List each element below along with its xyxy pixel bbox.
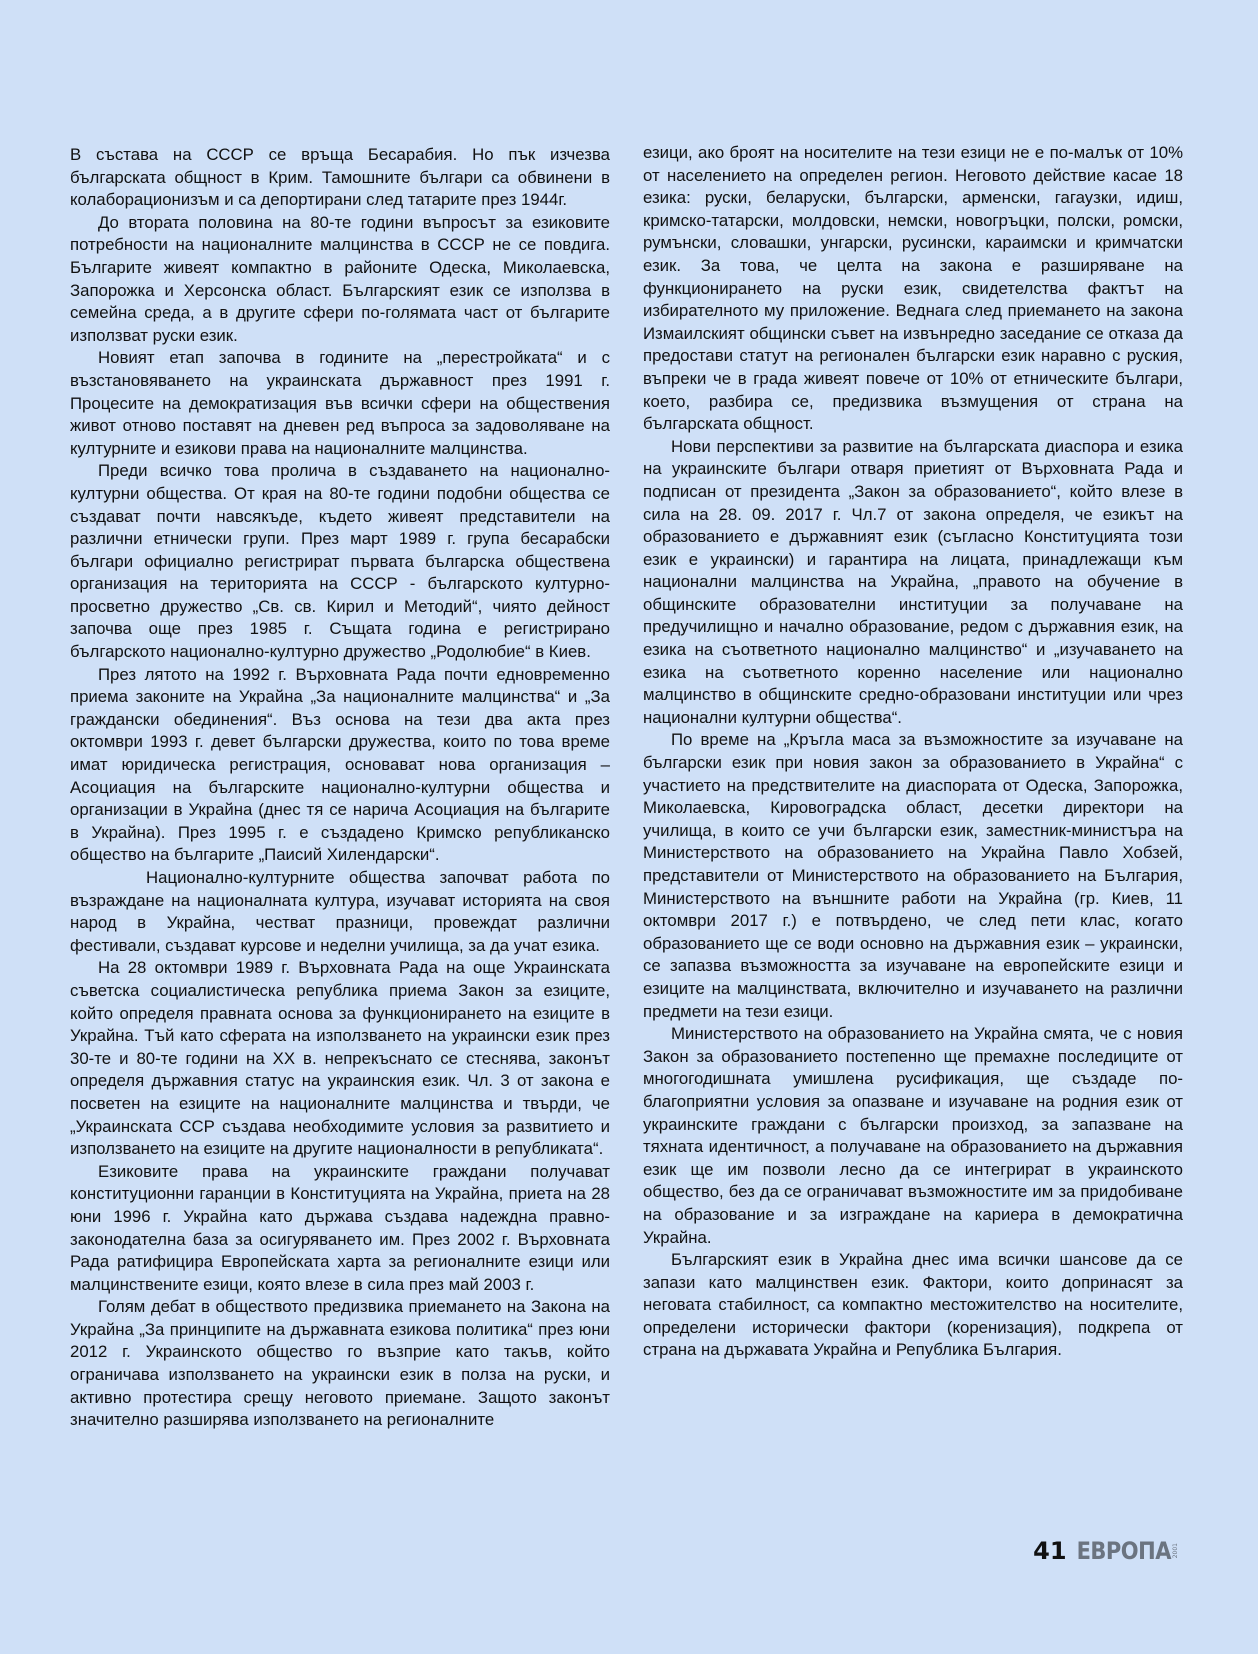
paragraph: Езиковите права на украинските граждани получават конституционни гаранции в Конституцията на Украйна, приета на 28 юни 1996 г. Украйна като държава създава надеждна правно-законодателна база за осигуряването им. През 2002 г. Върховната Рада ратифицира Европейската харта за регионалните езици или малцинствените езици, която влезе в сила през май 2003 г.	[70, 1161, 610, 1294]
paragraph: По време на „Кръгла маса за възможностите за изучаване на български език при новия закон за образованието в Украйна“ с участието на предствителите на диаспората от Одеска, Запорожка, Миколаевска, Кировоградска област, десетки директори на училища, в които се учи български език, заместник-министъра на Министерството на образованието на Украйна Павло Хобзей, представители от Министерството на образованието на България, Министерството на външните работи на Украйна (гр. Киев, 11 октомври 2017 г.) е потвърдено, че след пети клас, когато образованието ще се води основно на държавния език – украински, се запазва възможността за изучаване на европейските езици и езиците на малцинствата, включително и изучаването на различни предмети на тези езици.	[643, 730, 1183, 1021]
magazine-year: 2001	[1172, 1543, 1179, 1559]
paragraph: Преди всичко това пролича в създаването на национално-културни общества. От края на 80-те години подобни общества се създават почти навсякъде, където живеят представители на различни етнически групи. През март 1989 г. група бесарабски българи официално регистрират първата българска обществена организация на територията на СССР - българското културно-просветно дружество „Св. св. Кирил и Методий“, чиято дейност започва още през 1985 г. Същата година е регистрирано българското национално-културно дружество „Родолюбие“ в Киев.	[70, 461, 610, 662]
paragraph: Министерството на образованието на Украйна смята, че с новия Закон за образованието постепенно ще премахне последиците от многогодишната умишлена русификация, ще създаде по-благоприятни условия за опазване и изучаване на родния език от украинските граждани с български произход, за запазване на тяхната идентичност, а получаване на образованието на държавния език ще им позволи лесно да се интегрират в украинското общество, без да се ограничават възможностите им за придобиване на образование и за изграждане на кариера в демократична Украйна.	[643, 1024, 1183, 1247]
magazine-logo	[1077, 1539, 1179, 1563]
paragraph: До втората половина на 80-те години въпросът за езиковите потребности на националните малцинства в СССР не се повдига. Българите живеят компактно в районите Одеска, Миколаевска, Запорожка и Херсонска област. Българският език се използва в семейна среда, а в другите сфери по-голямата част от българите използват руски език.	[70, 212, 610, 345]
left-column	[70, 144, 610, 1432]
paragraph: В състава на СССР се връща Бесарабия. Но пък изчезва българската общност в Крим. Тамошните българи са обвинени в колаборационизъм и са депортирани след татарите през 1944г.	[70, 145, 610, 210]
paragraph: Новият етап започва в годините на „перестройката“ и с възстановяването на украинската държавност през 1991 г. Процесите на демократизация във всички сфери на обществения живот отново поставят на дневен ред въпроса за задоволяване на културните и езикови права на националните малцинства.	[70, 348, 610, 458]
paragraph: езици, ако броят на носителите на тези езици не е по-малък от 10% от населението на определен регион. Неговото действие касае 18 езика: руски, беларуски, български, арменски, гагаузки, идиш, кримско-татарски, молдовски, немски, новогръцки, полски, ромски, румънски, словашки, унгарски, русински, караимски и кримчатски език. За това, че целта на закона е разширяване на функционирането на руски език, свидетелства фактът на избирателното му приложение. Веднага след приемането на закона Измаилският общински съвет на извънредно заседание се отказа да предостави статут на регионален български език наравно с руския, въпреки че в града живеят повече от 10% от етническите българи, което, разбира се, предизвика възмущения от страна на българската общност.	[643, 143, 1183, 434]
paragraph: През лятото на 1992 г. Върховната Рада почти едновременно приема законите на Украйна „За националните малцинства“ и „За граждански обединения“. Въз основа на тези два акта през октомври 1993 г. девет български дружества, които по това време имат юридическа регистрация, основават нова организация – Асоциация на българските национално-културни общества и организации в Украйна (днес тя се нарича Асоциация на българите в Украйна). През 1995 г. е създадено Кримско републиканско общество на българите „Паисий Хилендарски“.	[70, 664, 610, 865]
paragraph: Национално-културните общества започват работа по възраждане на националната култура, изучават историята на своя народ в Украйна, честват празници, провеждат различни фестивали, създават курсове и неделни училища, за да учат езика.	[70, 868, 610, 955]
magazine-name: ЕВРОПА	[1076, 1537, 1171, 1565]
page-footer	[1033, 1537, 1179, 1565]
paragraph: На 28 октомври 1989 г. Върховната Рада на още Украинската съветска социалистическа република приема Закон за езиците, който определя правната основа за функционирането на езиците в Украйна. Тъй като сферата на използването на украински език през 30-те и 80-те години на XX в. непрекъснато се стеснява, законът определя държавния статус на украинския език. Чл. 3 от закона е посветен на езиците на националните малцинства и твърди, че „Украинската ССР създава необходимите условия за развитието и използването на езиците на другите националности в републиката“.	[70, 958, 610, 1159]
right-column	[643, 142, 1183, 1362]
paragraph: Голям дебат в обществото предизвика приемането на Закона на Украйна „За принципите на държавната езикова политика“ през юни 2012 г. Украинското общество го възприе като такъв, който ограничава използването на украински език в полза на руски, и активно протестира срещу неговото приемане. Защото законът значително разширява използването на регионалните	[70, 1297, 610, 1430]
paragraph: Българският език в Украйна днес има всички шансове да се запази като малцинствен език. Фактори, които допринасят за неговата стабилност, са компактно местожителство на носителите, определени исторически фактори (коренизация), подкрепа от страна на държавата Украйна и Република България.	[643, 1250, 1183, 1360]
page-number: 41	[1033, 1537, 1067, 1565]
paragraph: Нови перспективи за развитие на българската диаспора и езика на украинските българи отваря приетият от Върховната Рада и подписан от президента „Закон за образованието“, който влезе в сила на 28. 09. 2017 г. Чл.7 от закона определя, че езикът на образованието е държавният език (съгласно Конституцията този език е украински) и гарантира на лицата, принадлежащи към национални малцинства на Украйна, „правото на обучение в общинските образователни институции за получаване на предучилищно и начално образование, редом с държавния език, на езика на съответното национално малцинство“ и „изучаването на езика на съответното коренно население или национално малцинство в общинските средно-образовани институции или чрез национални културни общества“.	[643, 436, 1183, 727]
